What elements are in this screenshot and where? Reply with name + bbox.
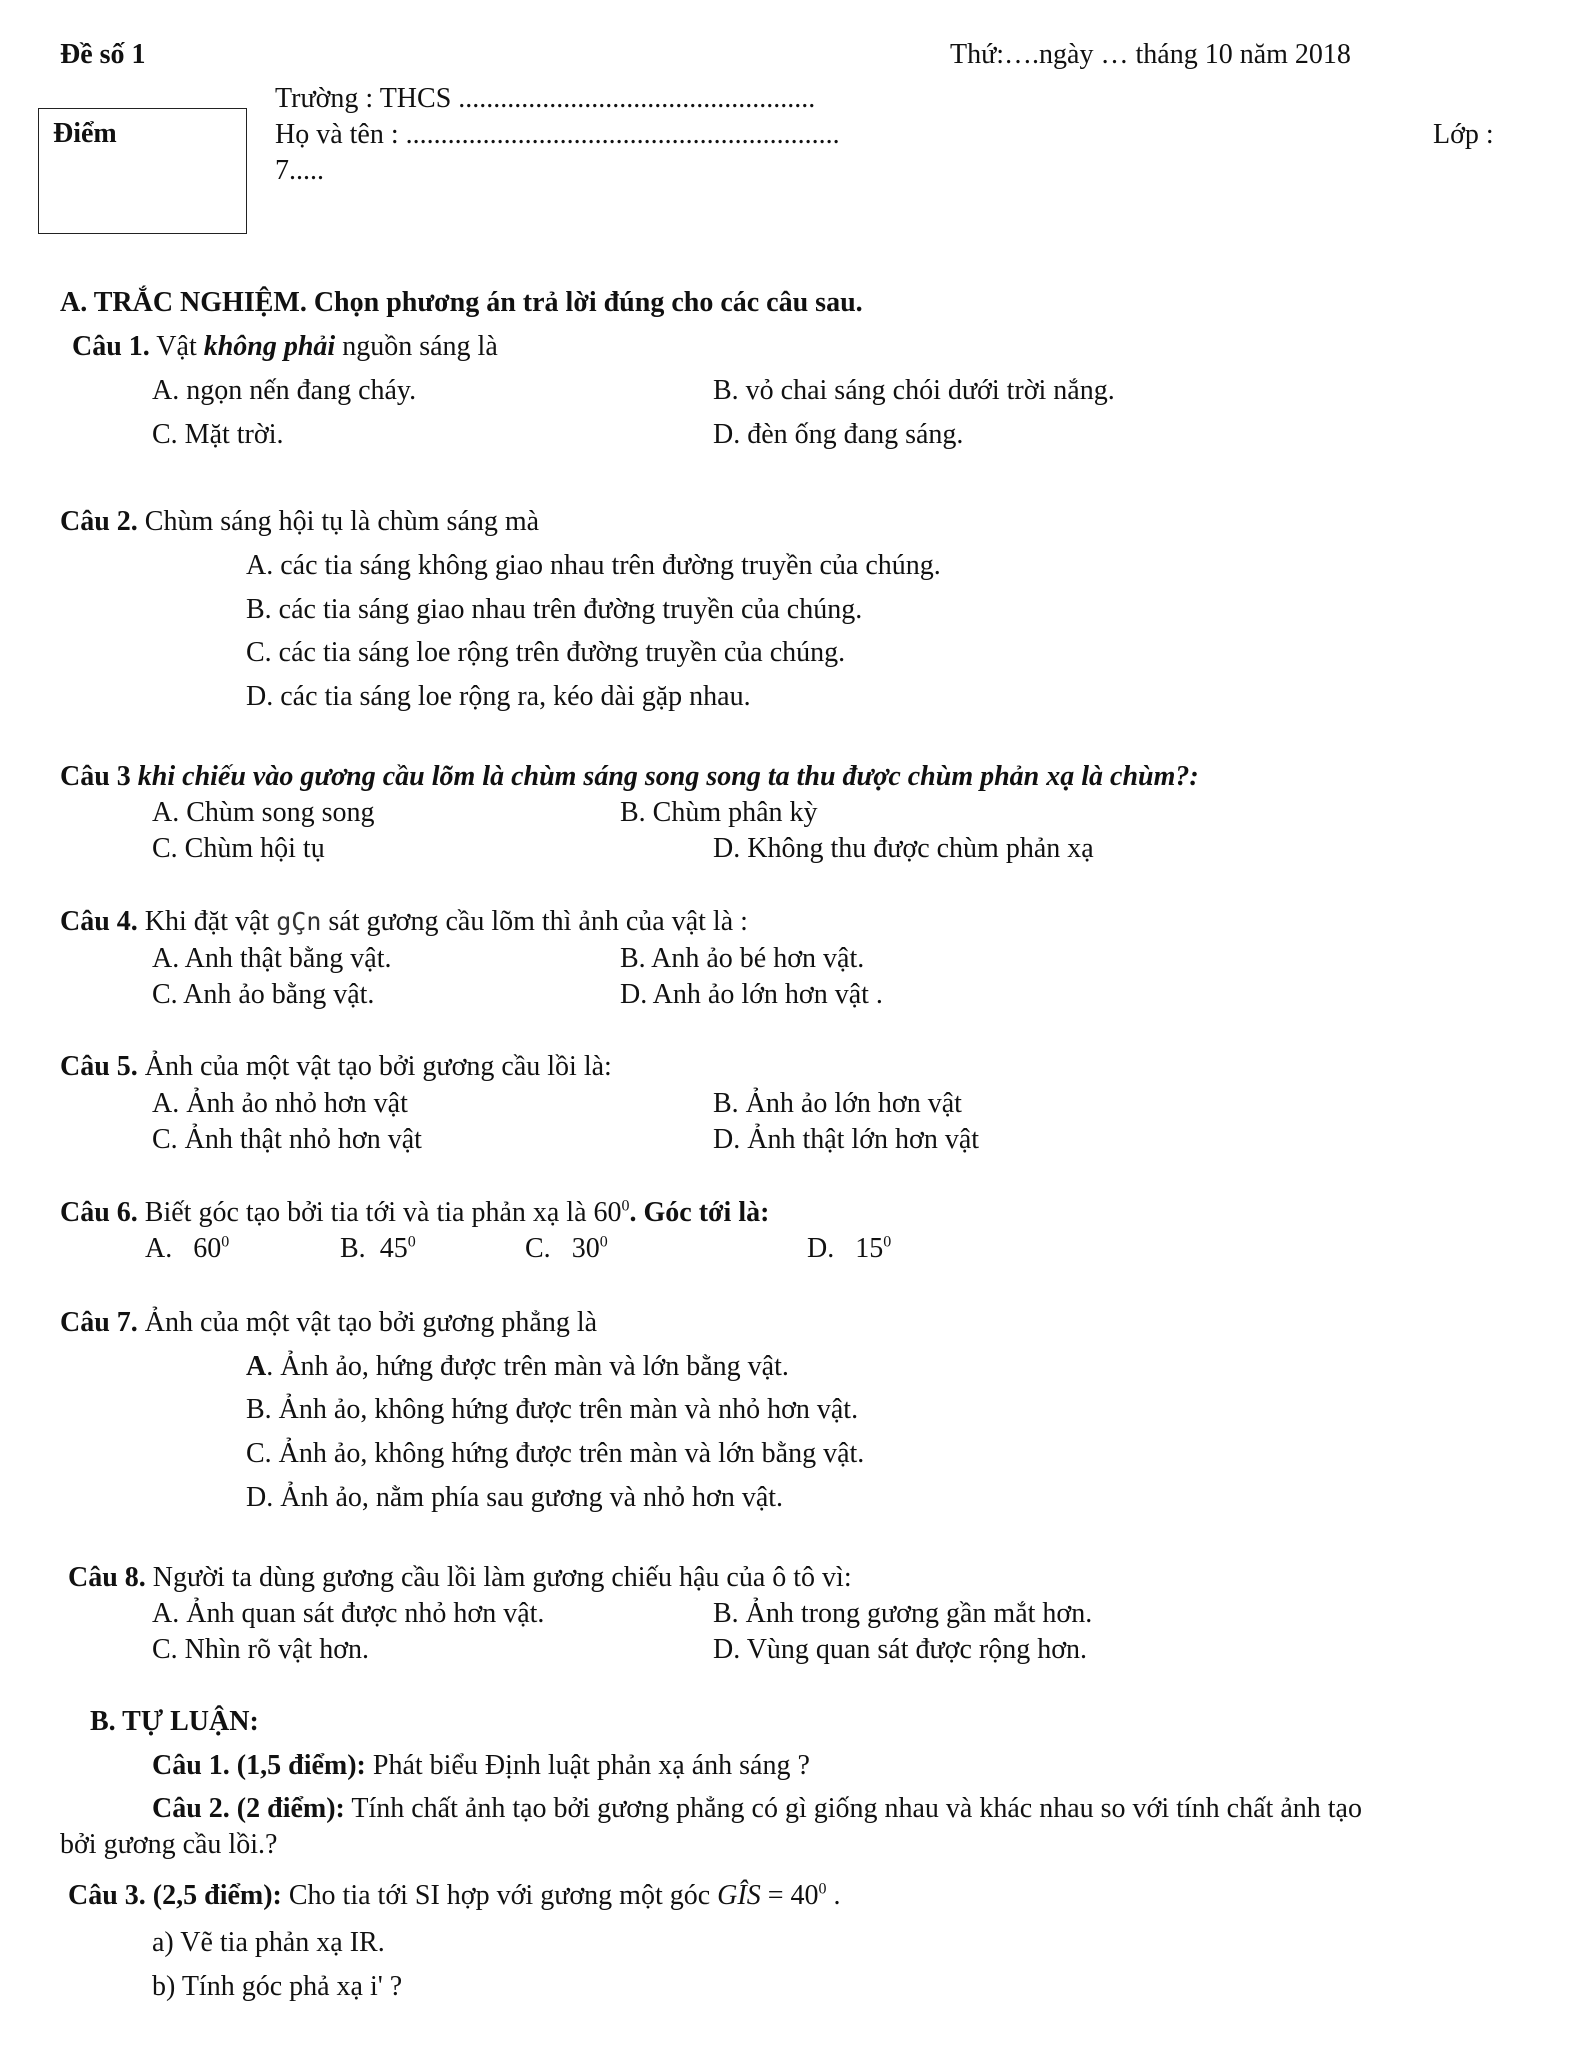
question-3: Câu 3 khi chiếu vào gương cầu lõm là chùm sáng song song ta thu được chùm phản xạ là chùm?: (60, 761, 1199, 792)
q6-option-b: B. $45^0$ (340, 1233, 416, 1264)
question-label: Câu 3 (60, 761, 131, 792)
q2-option-b: B. các tia sáng giao nhau trên đường truyền của chúng. (246, 594, 863, 625)
score-label: Điểm (53, 118, 117, 149)
question-label: Câu 7. (60, 1307, 138, 1338)
score-box (38, 108, 247, 234)
q2-option-c: C. các tia sáng loe rộng trên đường truyền của chúng. (246, 637, 846, 668)
essay-question-3: Câu 3. (2,5 điểm): Cho tia tới SI hợp với gương một góc GÎS = $40^0$ . (68, 1880, 841, 1911)
q5-option-b: B. Ảnh ảo lớn hơn vật (713, 1088, 962, 1119)
q8-option-b: B. Ảnh trong gương gần mắt hơn. (713, 1598, 1093, 1629)
q8-option-d: D. Vùng quan sát được rộng hơn. (713, 1634, 1088, 1665)
question-1: Câu 1. Vật không phải nguồn sáng là (72, 331, 498, 362)
q5-option-d: D. Ảnh thật lớn hơn vật (713, 1124, 980, 1155)
class-label: Lớp : (1433, 119, 1494, 150)
q1-option-a: A. ngọn nến đang cháy. (152, 375, 417, 406)
name-line: Họ và tên : .............................................................. (275, 119, 840, 150)
question-label: Câu 1. (72, 331, 150, 362)
q6-option-d: D. $15^0$ (807, 1233, 892, 1264)
q1-option-b: B. vỏ chai sáng chói dưới trời nắng. (713, 375, 1115, 406)
q7-option-a: A. Ảnh ảo, hứng được trên màn và lớn bằng vật. (246, 1351, 789, 1382)
essay-question-2: Câu 2. (2 điểm): Tính chất ảnh tạo bởi gương phẳng có gì giống nhau và khác nhau so với tính chất ảnh tạo (152, 1793, 1362, 1824)
q3-option-b: B. Chùm phân kỳ (620, 797, 818, 828)
q4-option-a: A. Anh thật bằng vật. (152, 943, 392, 974)
emphasis: không phải (203, 331, 336, 362)
question-label: Câu 2. (60, 506, 138, 537)
q7-option-c: C. Ảnh ảo, không hứng được trên màn và lớn bằng vật. (246, 1438, 865, 1469)
q6-option-c: C. $30^0$ (525, 1233, 608, 1264)
question-2: Câu 2. Chùm sáng hội tụ là chùm sáng mà (60, 506, 540, 537)
q5-option-a: A. Ảnh ảo nhỏ hơn vật (152, 1088, 408, 1119)
q3-option-d: D. Không thu được chùm phản xạ (713, 833, 1094, 864)
q8-option-a: A. Ảnh quan sát được nhỏ hơn vật. (152, 1598, 545, 1629)
q4-option-b: B. Anh ảo bé hơn vật. (620, 943, 865, 974)
q3-option-c: C. Chùm hội tụ (152, 833, 325, 864)
q2-option-d: D. các tia sáng loe rộng ra, kéo dài gặp nhau. (246, 681, 751, 712)
q1-option-d: D. đèn ống đang sáng. (713, 419, 964, 450)
q4-option-c: C. Anh ảo bằng vật. (152, 979, 375, 1010)
question-4: Câu 4. Khi đặt vật gÇn sát gương cầu lõm thì ảnh của vật là : (60, 906, 748, 937)
exam-date: Thứ:….ngày … tháng 10 năm 2018 (950, 39, 1351, 70)
q8-option-c: C. Nhìn rõ vật hơn. (152, 1634, 370, 1665)
question-label: Câu 5. (60, 1051, 138, 1082)
part-b-title: B. TỰ LUẬN: (90, 1706, 259, 1737)
question-label: Câu 8. (68, 1562, 146, 1593)
question-6: Câu 6. Biết góc tạo bởi tia tới và tia phản xạ là $60^0$. Góc tới là: (60, 1197, 770, 1228)
q6-option-a: A. $60^0$ (145, 1233, 230, 1264)
part-a-title: A. TRẮC NGHIỆM. Chọn phương án trả lời đúng cho các câu sau. (60, 287, 863, 318)
essay-question-2-cont: bởi gương cầu lồi.? (60, 1829, 278, 1860)
class-value: 7..... (275, 155, 324, 186)
essay-question-3a: a) Vẽ tia phản xạ IR. (152, 1927, 385, 1958)
question-8: Câu 8. Người ta dùng gương cầu lồi làm gương chiếu hậu của ô tô vì: (68, 1562, 852, 1593)
question-7: Câu 7. Ảnh của một vật tạo bởi gương phẳng là (60, 1307, 598, 1338)
question-label: Câu 6. (60, 1197, 138, 1228)
essay-question-1: Câu 1. (1,5 điểm): Phát biểu Định luật phản xạ ánh sáng ? (152, 1750, 810, 1781)
school-line: Trường : THCS ................................................... (275, 83, 816, 114)
q2-option-a: A. các tia sáng không giao nhau trên đường truyền của chúng. (246, 550, 941, 581)
exam-number: Đề số 1 (60, 39, 146, 70)
q5-option-c: C. Ảnh thật nhỏ hơn vật (152, 1124, 422, 1155)
q7-option-b: B. Ảnh ảo, không hứng được trên màn và nhỏ hơn vật. (246, 1394, 859, 1425)
q4-option-d: D. Anh ảo lớn hơn vật . (620, 979, 883, 1010)
garbled-text: gÇn (276, 907, 322, 936)
angle-symbol: GÎS (717, 1880, 761, 1911)
q1-option-c: C. Mặt trời. (152, 419, 284, 450)
q3-option-a: A. Chùm song song (152, 797, 375, 828)
q7-option-d: D. Ảnh ảo, nằm phía sau gương và nhỏ hơn vật. (246, 1482, 784, 1513)
question-5: Câu 5. Ảnh của một vật tạo bởi gương cầu lồi là: (60, 1051, 612, 1082)
essay-question-3b: b) Tính góc phả xạ i' ? (152, 1971, 403, 2002)
question-label: Câu 4. (60, 906, 138, 937)
